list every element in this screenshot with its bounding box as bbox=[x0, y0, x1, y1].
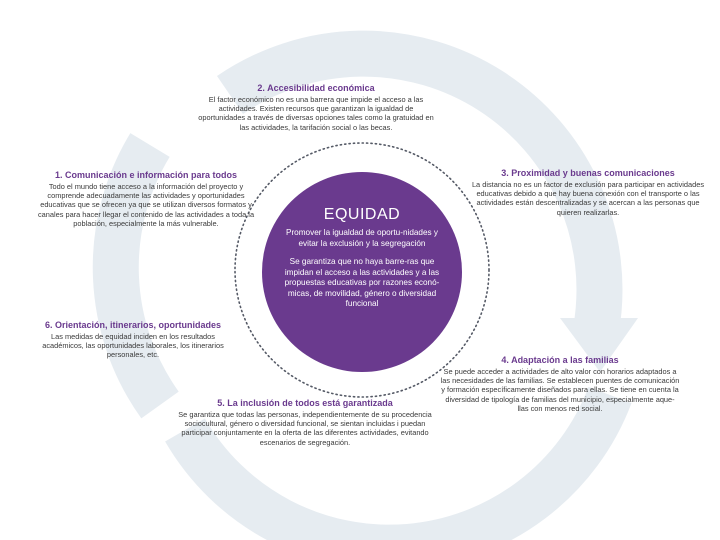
item-body: Todo el mundo tiene acceso a la información del proyecto y comprende adecuadamente las actividades y oportunidades educativas que se ofrecen ya que se utilizan diversos formatos y canales para hacer llegar el contenido de las actividades a toda la población, especialmente la más vulnerable. bbox=[37, 182, 255, 228]
item-title: 5. La inclusión de todos está garantizada bbox=[217, 398, 393, 408]
center-title: EQUIDAD bbox=[323, 206, 401, 223]
item-title: 1. Comunicación e información para todos bbox=[54, 170, 238, 180]
item-proximity bbox=[468, 168, 708, 217]
item-family-adaptation bbox=[440, 355, 680, 413]
item-body: Se garantiza que todas las personas, independientemente de su procedencia sociocultural, género o diversidad funcional, se sientan incluidas i puedan participar conjuntamente en la oferta de las diferentes actividades, evitando escenarios de segregación. bbox=[178, 410, 432, 447]
item-body: Las medidas de equidad inciden en los resultados académicos, las oportunidades laborales, los itinerarios personales, etc. bbox=[42, 332, 224, 360]
item-title: 6. Orientación, itinerarios, oportunidades bbox=[44, 320, 222, 330]
center-guarantee-text: Se garantiza que no haya barre-ras que impidan el acceso a las actividades y a las propuestas educativas por razones econó-micas, de movilidad, género o diversidad funcional bbox=[284, 257, 440, 308]
item-title: 3. Proximidad y buenas comunicaciones bbox=[501, 168, 675, 178]
item-orientation bbox=[30, 320, 236, 360]
item-inclusion bbox=[170, 398, 440, 447]
item-body: El factor económico no es una barrera que impide el acceso a las actividades. Existen recursos que garantizan la igualdad de oportunidades a través de diversas opciones tales como la gratuidad en las actividades, la tarifación social o las becas. bbox=[198, 95, 434, 132]
item-title: 2. Accesibilidad económica bbox=[257, 83, 375, 93]
center-goal-text: Promover la igualdad de oportu-nidades y evitar la exclusión y la segregación bbox=[285, 228, 439, 248]
item-communication bbox=[30, 170, 262, 228]
item-body: La distancia no es un factor de exclusión para participar en actividades educativas debido a que hay buena conexión con el transporte o las actividades están descentralizadas y se acercan a las personas que quieren realizarlas. bbox=[471, 180, 705, 217]
item-body: Se puede acceder a actividades de alto valor con horarios adaptados a las necesidades de las familias. Se establecen puentes de comunicación y formación específicamente diseñados para ellas. Se tiene en cuenta la diversidad de tipología de familias del municipio, especialmente aque-llas con menos red social. bbox=[440, 367, 680, 413]
item-economic-accessibility bbox=[196, 83, 436, 132]
equidad-circle bbox=[262, 172, 462, 372]
item-title: 4. Adaptación a las familias bbox=[501, 355, 619, 365]
